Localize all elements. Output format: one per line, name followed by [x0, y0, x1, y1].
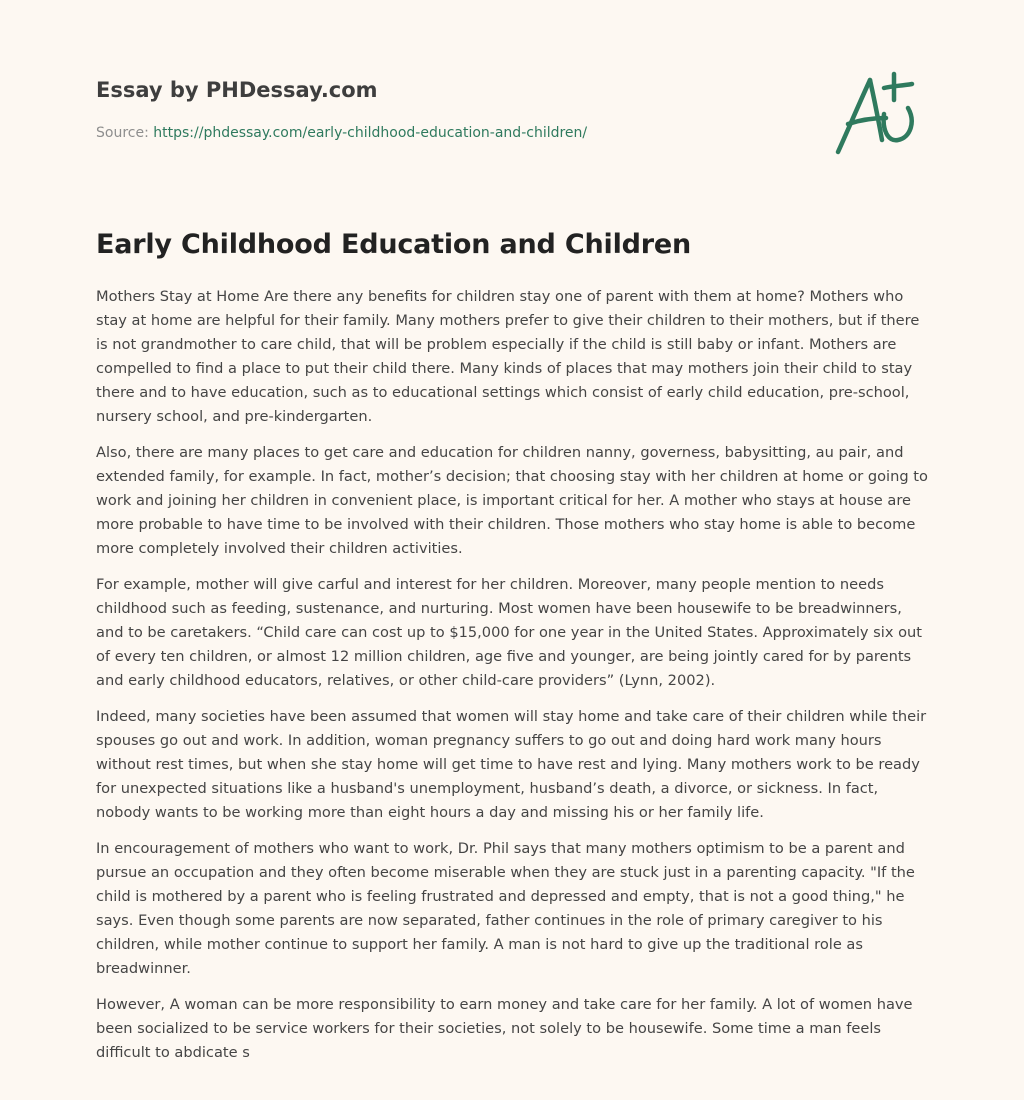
essay-paragraph: Also, there are many places to get care and education for children nanny, governess, babysitting, au pair, and extended family, for example. In fact, mother’s decision; that choosing stay with her children at home or going to work and joining her children in convenient place, is important critical for her. A mother who stays at house are more probable to have time to be involved with their children. Those mothers who stay home is able to become more completely involved their children activities.	[96, 444, 928, 557]
essay-body	[96, 285, 932, 1077]
source-label: Source:	[96, 125, 149, 141]
essay-paragraph: Mothers Stay at Home Are there any benefits for children stay one of parent with them at home? Mothers who stay at home are helpful for their family. Many mothers prefer to give their children to their mothers, but if there is not grandmother to care child, that will be problem especially if the child is still baby or infant. Mothers are compelled to find a place to put their child there. Many kinds of places that may mothers join their child to stay there and to have education, such as to educational settings which consist of early child education, pre-school, nursery school, and pre-kindergarten.	[96, 288, 920, 425]
a-plus-grade-icon	[828, 68, 928, 164]
essay-title: Early Childhood Education and Children	[96, 229, 691, 260]
essay-paragraph: Indeed, many societies have been assumed that women will stay home and take care of their children while their spouses go out and work. In addition, woman pregnancy suffers to go out and doing hard work many hours without rest times, but when she stay home will get time to have rest and lying. Many mothers work to be ready for unexpected situations like a husband's unemployment, husband’s death, a divorce, or sickness. In fact, nobody wants to be working more than eight hours a day and missing his or her family life.	[96, 708, 927, 821]
page-header	[96, 74, 928, 184]
source-line	[96, 124, 587, 142]
essay-paragraph: For example, mother will give carful and interest for her children. Moreover, many people mention to needs childhood such as feeding, sustenance, and nurturing. Most women have been housewife to be breadwinners, and to be caretakers. “Child care can cost up to $15,000 for one year in the United States. Approximately six out of every ten children, or almost 12 million children, age five and younger, are being jointly cared for by parents and early childhood educators, relatives, or other child-care providers” (Lynn, 2002).	[96, 576, 923, 689]
essay-paragraph: In encouragement of mothers who want to work, Dr. Phil says that many mothers optimism to be a parent and pursue an occupation and they often become miserable when they are stuck just in a parenting capacity. "If the child is mothered by a parent who is feeling frustrated and depressed and empty, that is not a good thing," he says. Even though some parents are now separated, father continues in the role of primary caregiver to his children, while mother continue to support her family. A man is not hard to give up the traditional role as breadwinner.	[96, 840, 915, 977]
site-brand: Essay by PHDessay.com	[96, 78, 378, 102]
essay-paragraph: However, A woman can be more responsibility to earn money and take care for her family. A lot of women have been socialized to be service workers for their societies, not solely to be housewife. Some time a man feels difficult to abdicate s	[96, 996, 913, 1061]
source-link[interactable]: https://phdessay.com/early-childhood-education-and-children/	[153, 125, 588, 141]
